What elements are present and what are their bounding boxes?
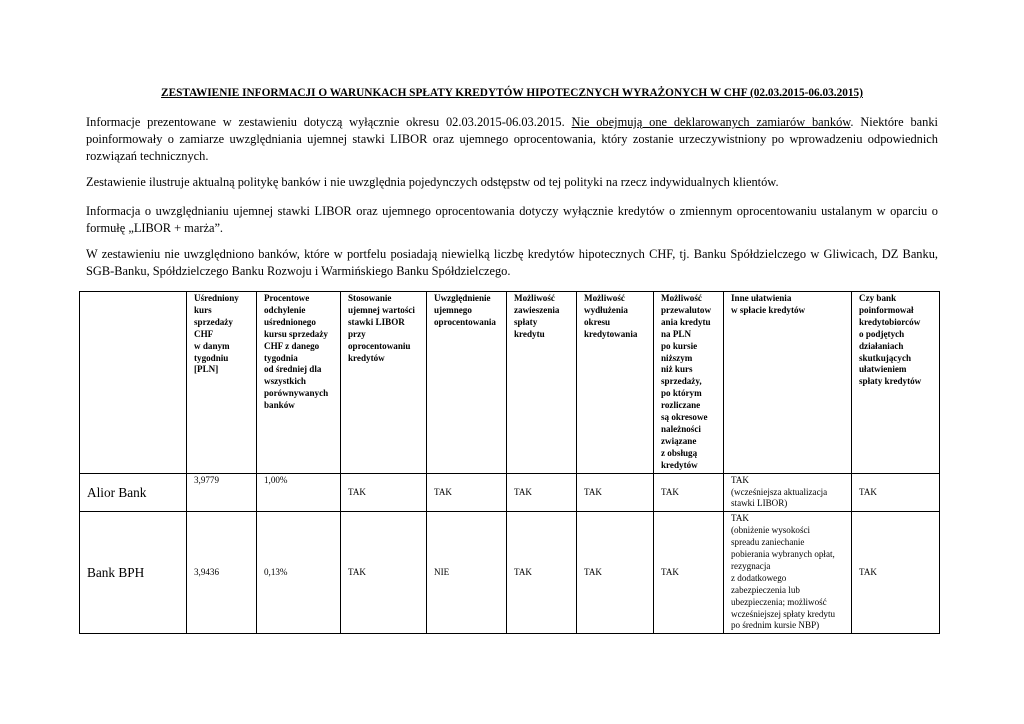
cell-poinformowal: TAK xyxy=(852,473,940,512)
paragraph-policy: Zestawienie ilustruje aktualną politykę banków i nie uwzględnia pojedynczych odstępstw od tej polityki na rzecz indywidualnych klientów. xyxy=(86,175,779,189)
cell-zawieszenie: TAK xyxy=(507,512,577,634)
cell-kurs: 3,9436 xyxy=(187,512,257,634)
bank-name: Bank BPH xyxy=(80,512,187,634)
table-row xyxy=(80,512,940,634)
cell-zawieszenie: TAK xyxy=(507,473,577,512)
cell-inne: TAK (wcześniejsza aktualizacja stawki LIBOR) xyxy=(724,473,852,512)
paragraph-scope-text-a: Informacje prezentowane w zestawieniu dotyczą wyłącznie okresu 02.03.2015-06.03.2015. xyxy=(86,115,572,129)
cell-ujemne: TAK xyxy=(427,473,507,512)
cell-przewalutowanie: TAK xyxy=(654,473,724,512)
header-przewalutowanie: Możliwość przewalutow ania kredytu na PLN po kursie niższym niż kurs sprzedaży, po którym rozliczane są okresowe należności związane z obsługą kredytów xyxy=(654,292,724,474)
header-poinformowal: Czy bank poinformował kredytobiorców o podjętych działaniach skutkujących ułatwieniem spłaty kredytów xyxy=(852,292,940,474)
header-inne: Inne ułatwienia w spłacie kredytów xyxy=(724,292,852,474)
comparison-table xyxy=(79,291,940,634)
paragraph-scope xyxy=(86,114,938,165)
document-title: ZESTAWIENIE INFORMACJI O WARUNKACH SPŁATY KREDYTÓW HIPOTECZNYCH WYRAŻONYCH W CHF (02.03.2015-06.03.2015) xyxy=(161,87,863,99)
header-odchylenie: Procentowe odchylenie uśrednionego kursu sprzedaży CHF z danego tygodnia od średniej dla wszystkich porównywanych banków xyxy=(257,292,341,474)
header-zawieszenie: Możliwość zawieszenia spłaty kredytu xyxy=(507,292,577,474)
header-libor: Stosowanie ujemnej wartości stawki LIBOR przy oprocentowaniu kredytów xyxy=(341,292,427,474)
paragraph-excluded-banks: W zestawieniu nie uwzględniono banków, które w portfelu posiadają niewielką liczbę kredytów hipotecznych CHF, tj. Banku Spółdzielczego w Gliwicach, DZ Banku, SGB-Banku, Spółdzielczego Banku Rozwoju i Warmińskiego Banku Spółdzielczego. xyxy=(86,247,938,278)
bank-name: Alior Bank xyxy=(80,473,187,512)
cell-ujemne: NIE xyxy=(427,512,507,634)
header-wydluzenie: Możliwość wydłużenia okresu kredytowania xyxy=(577,292,654,474)
paragraph-scope-underlined: Nie obejmują one deklarowanych zamiarów banków xyxy=(571,115,851,129)
header-bank xyxy=(80,292,187,474)
cell-odchylenie: 0,13% xyxy=(257,512,341,634)
cell-libor: TAK xyxy=(341,512,427,634)
table-header-row xyxy=(80,292,940,474)
cell-kurs: 3,9779 xyxy=(187,473,257,512)
cell-odchylenie: 1,00% xyxy=(257,473,341,512)
paragraph-libor-formula: Informacja o uwzględnianiu ujemnej stawki LIBOR oraz ujemnego oprocentowania dotyczy wyłącznie kredytów o zmiennym oprocentowaniu ustalanym w oparciu o formułę „LIBOR + marża”. xyxy=(86,204,938,235)
header-kurs: Uśredniony kurs sprzedaży CHF w danym tygodniu [PLN] xyxy=(187,292,257,474)
cell-poinformowal: TAK xyxy=(852,512,940,634)
paragraph-scope-text-b: . Niektóre banki poinformowały o zamiarze uwzględniania ujemnej stawki LIBOR oraz ujemnego oprocentowania, który zostanie urzeczywistniony po wprowadzeniu odpowiednich rozwiązań technicznych. xyxy=(86,115,939,163)
header-ujemne: Uwzględnienie ujemnego oprocentowania xyxy=(427,292,507,474)
cell-libor: TAK xyxy=(341,473,427,512)
cell-wydluzenie: TAK xyxy=(577,473,654,512)
cell-inne: TAK (obniżenie wysokości spreadu zaniechanie pobierania wybranych opłat, rezygnacja z dodatkowego zabezpieczenia lub ubezpieczenia; możliwość wcześniejszej spłaty kredytu po średnim kursie NBP) xyxy=(724,512,852,634)
table-row xyxy=(80,473,940,512)
cell-przewalutowanie: TAK xyxy=(654,512,724,634)
cell-wydluzenie: TAK xyxy=(577,512,654,634)
